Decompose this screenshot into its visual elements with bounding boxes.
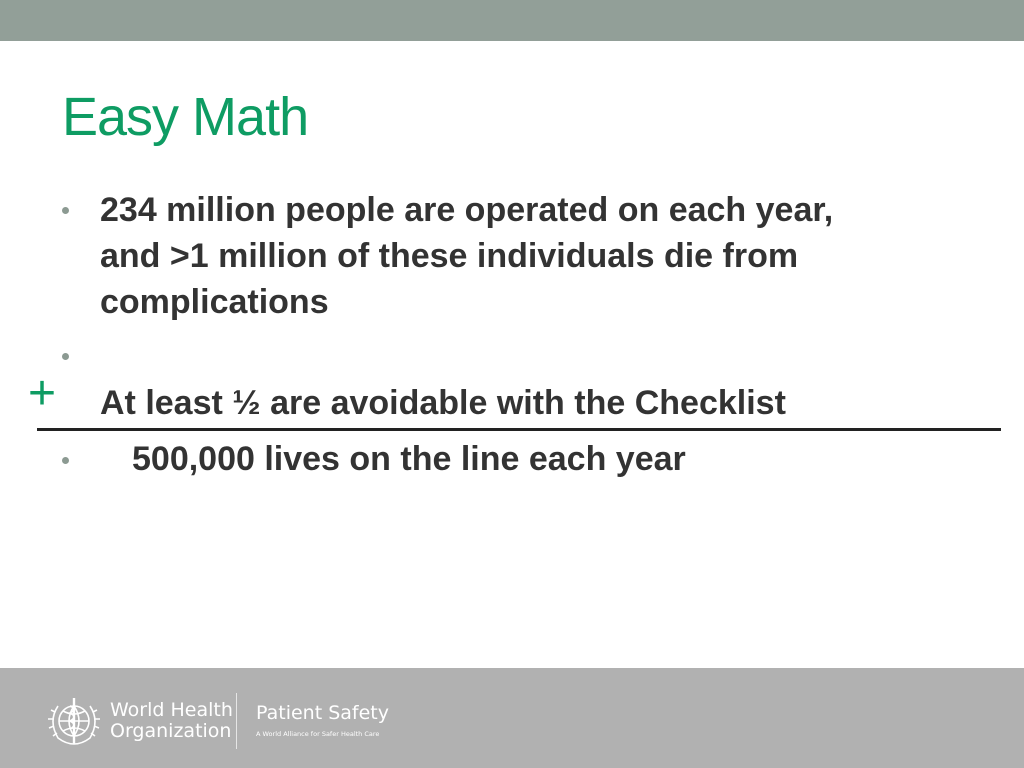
result-text: 500,000 lives on the line each year [132,440,686,478]
bullet-line: and >1 million of these individuals die from [100,237,799,275]
org-name-line: World Health [110,699,233,721]
plus-operator: + [28,367,57,420]
bullet-line: 234 million people are operated on each year, [100,191,834,229]
footer-divider [236,693,237,749]
patient-safety-title: Patient Safety [256,702,389,724]
sum-line [37,428,1001,431]
bullet-marker [62,207,69,214]
bullet-marker [62,353,69,360]
patient-safety-tagline: A World Alliance for Safer Health Care [256,730,380,738]
who-name [110,700,233,742]
org-name-line: Organization [110,720,232,742]
bullet-marker [62,457,69,464]
bullet-item-operations [100,187,833,325]
who-emblem-icon [44,694,104,748]
top-header-band [0,0,1024,41]
addend-text: At least ½ are avoidable with the Checklist [100,384,786,422]
slide-title: Easy Math [62,87,309,147]
bullet-line: complications [100,283,329,321]
